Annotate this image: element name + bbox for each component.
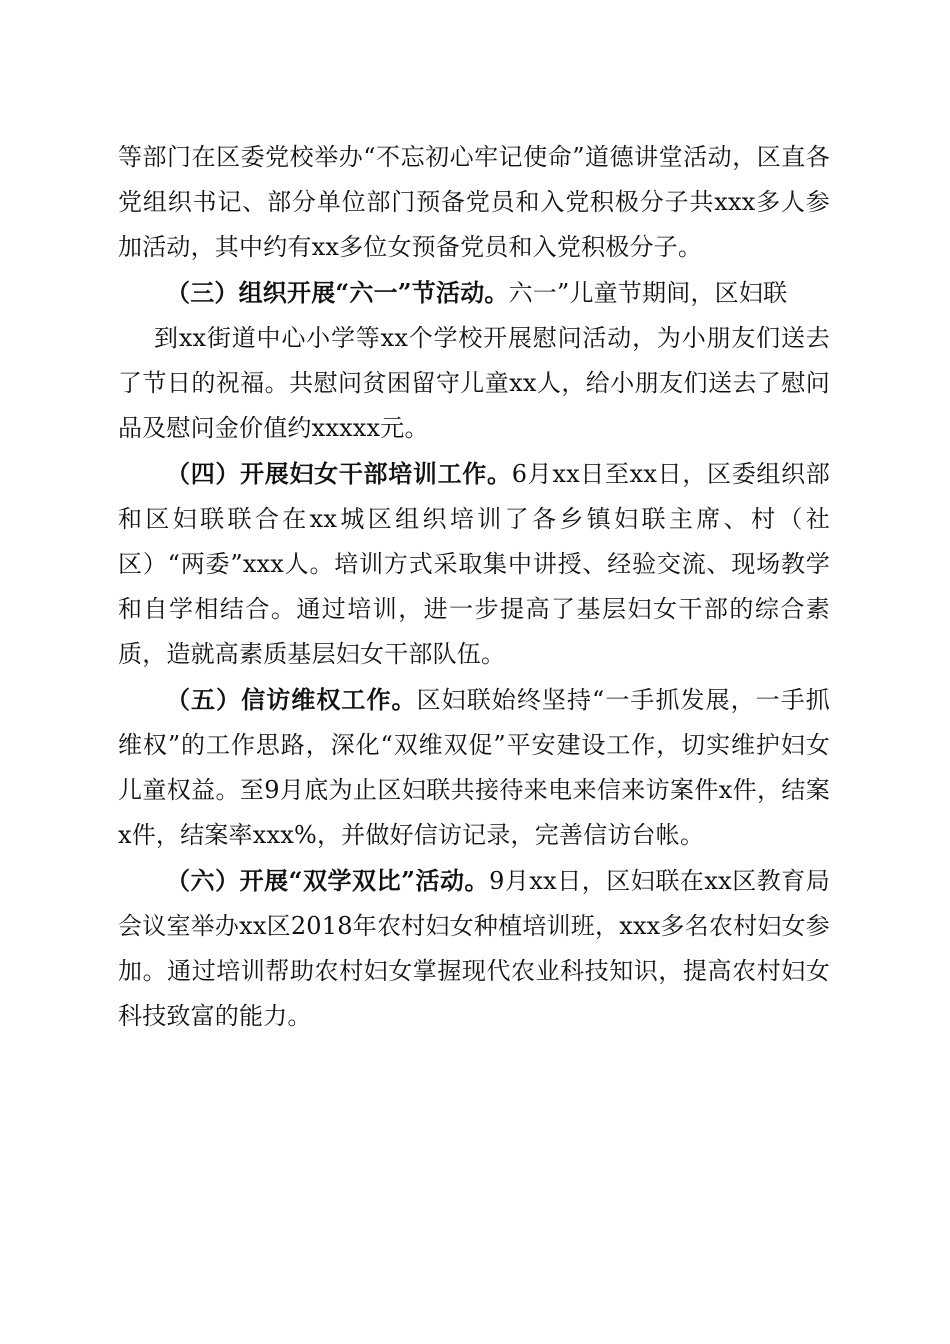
paragraph-continuation [118,135,830,270]
document-body [118,135,830,1039]
paragraph-text: 6月xx日至xx日，区委组织部和区妇联联合在xx城区组织培训了各乡镇妇联主席、村（社区）“两委”xxx人。培训方式采取集中讲授、经验交流、现场教学和自学相结合。通过培训，进一步提高了基层妇女干部的综合素质，造就高素质基层妇女干部队伍。 [118,460,830,668]
paragraph-section-five [118,677,830,858]
paragraph-text: 到xx街道中心小学等xx个学校开展慰问活动，为小朋友们送去了节日的祝福。共慰问贫困留守儿童xx人，给小朋友们送去了慰问品及慰问金价值约xxxxx元。 [118,324,830,442]
paragraph-section-three-continued [118,316,830,451]
section-heading: （六）开展“双学双比”活动。 [166,866,490,895]
paragraph-text: 六一”儿童节期间，区妇联 [508,279,788,307]
paragraph-section-three [118,270,830,316]
paragraph-text: 等部门在区委党校举办“不忘初心牢记使命”道德讲堂活动，区直各党组织书记、部分单位部门预备党员和入党积极分子共xxx多人参加活动，其中约有xx多位女预备党员和入党积极分子。 [118,143,830,261]
paragraph-text: 区妇联始终坚持“一手抓发展，一手抓维权”的工作思路，深化“双维双促”平安建设工作，切实维护妇女儿童权益。至9月底为止区妇联共接待来电来信来访案件x件，结案x件，结案率xxx%，并做好信访记录，完善信访台帐。 [118,686,831,849]
section-heading: （三）组织开展“六一”节活动。 [166,278,509,307]
paragraph-section-four [118,451,830,677]
paragraph-section-six [118,858,830,1039]
section-heading: （四）开展妇女干部培训工作。 [166,459,512,488]
paragraph-text: 9月xx日，区妇联在xx区教育局会议室举办xx区2018年农村妇女种植培训班，xxx多名农村妇女参加。通过培训帮助农村妇女掌握现代农业科技知识，提高农村妇女科技致富的能力。 [118,867,830,1030]
section-heading: （五）信访维权工作。 [166,685,417,714]
